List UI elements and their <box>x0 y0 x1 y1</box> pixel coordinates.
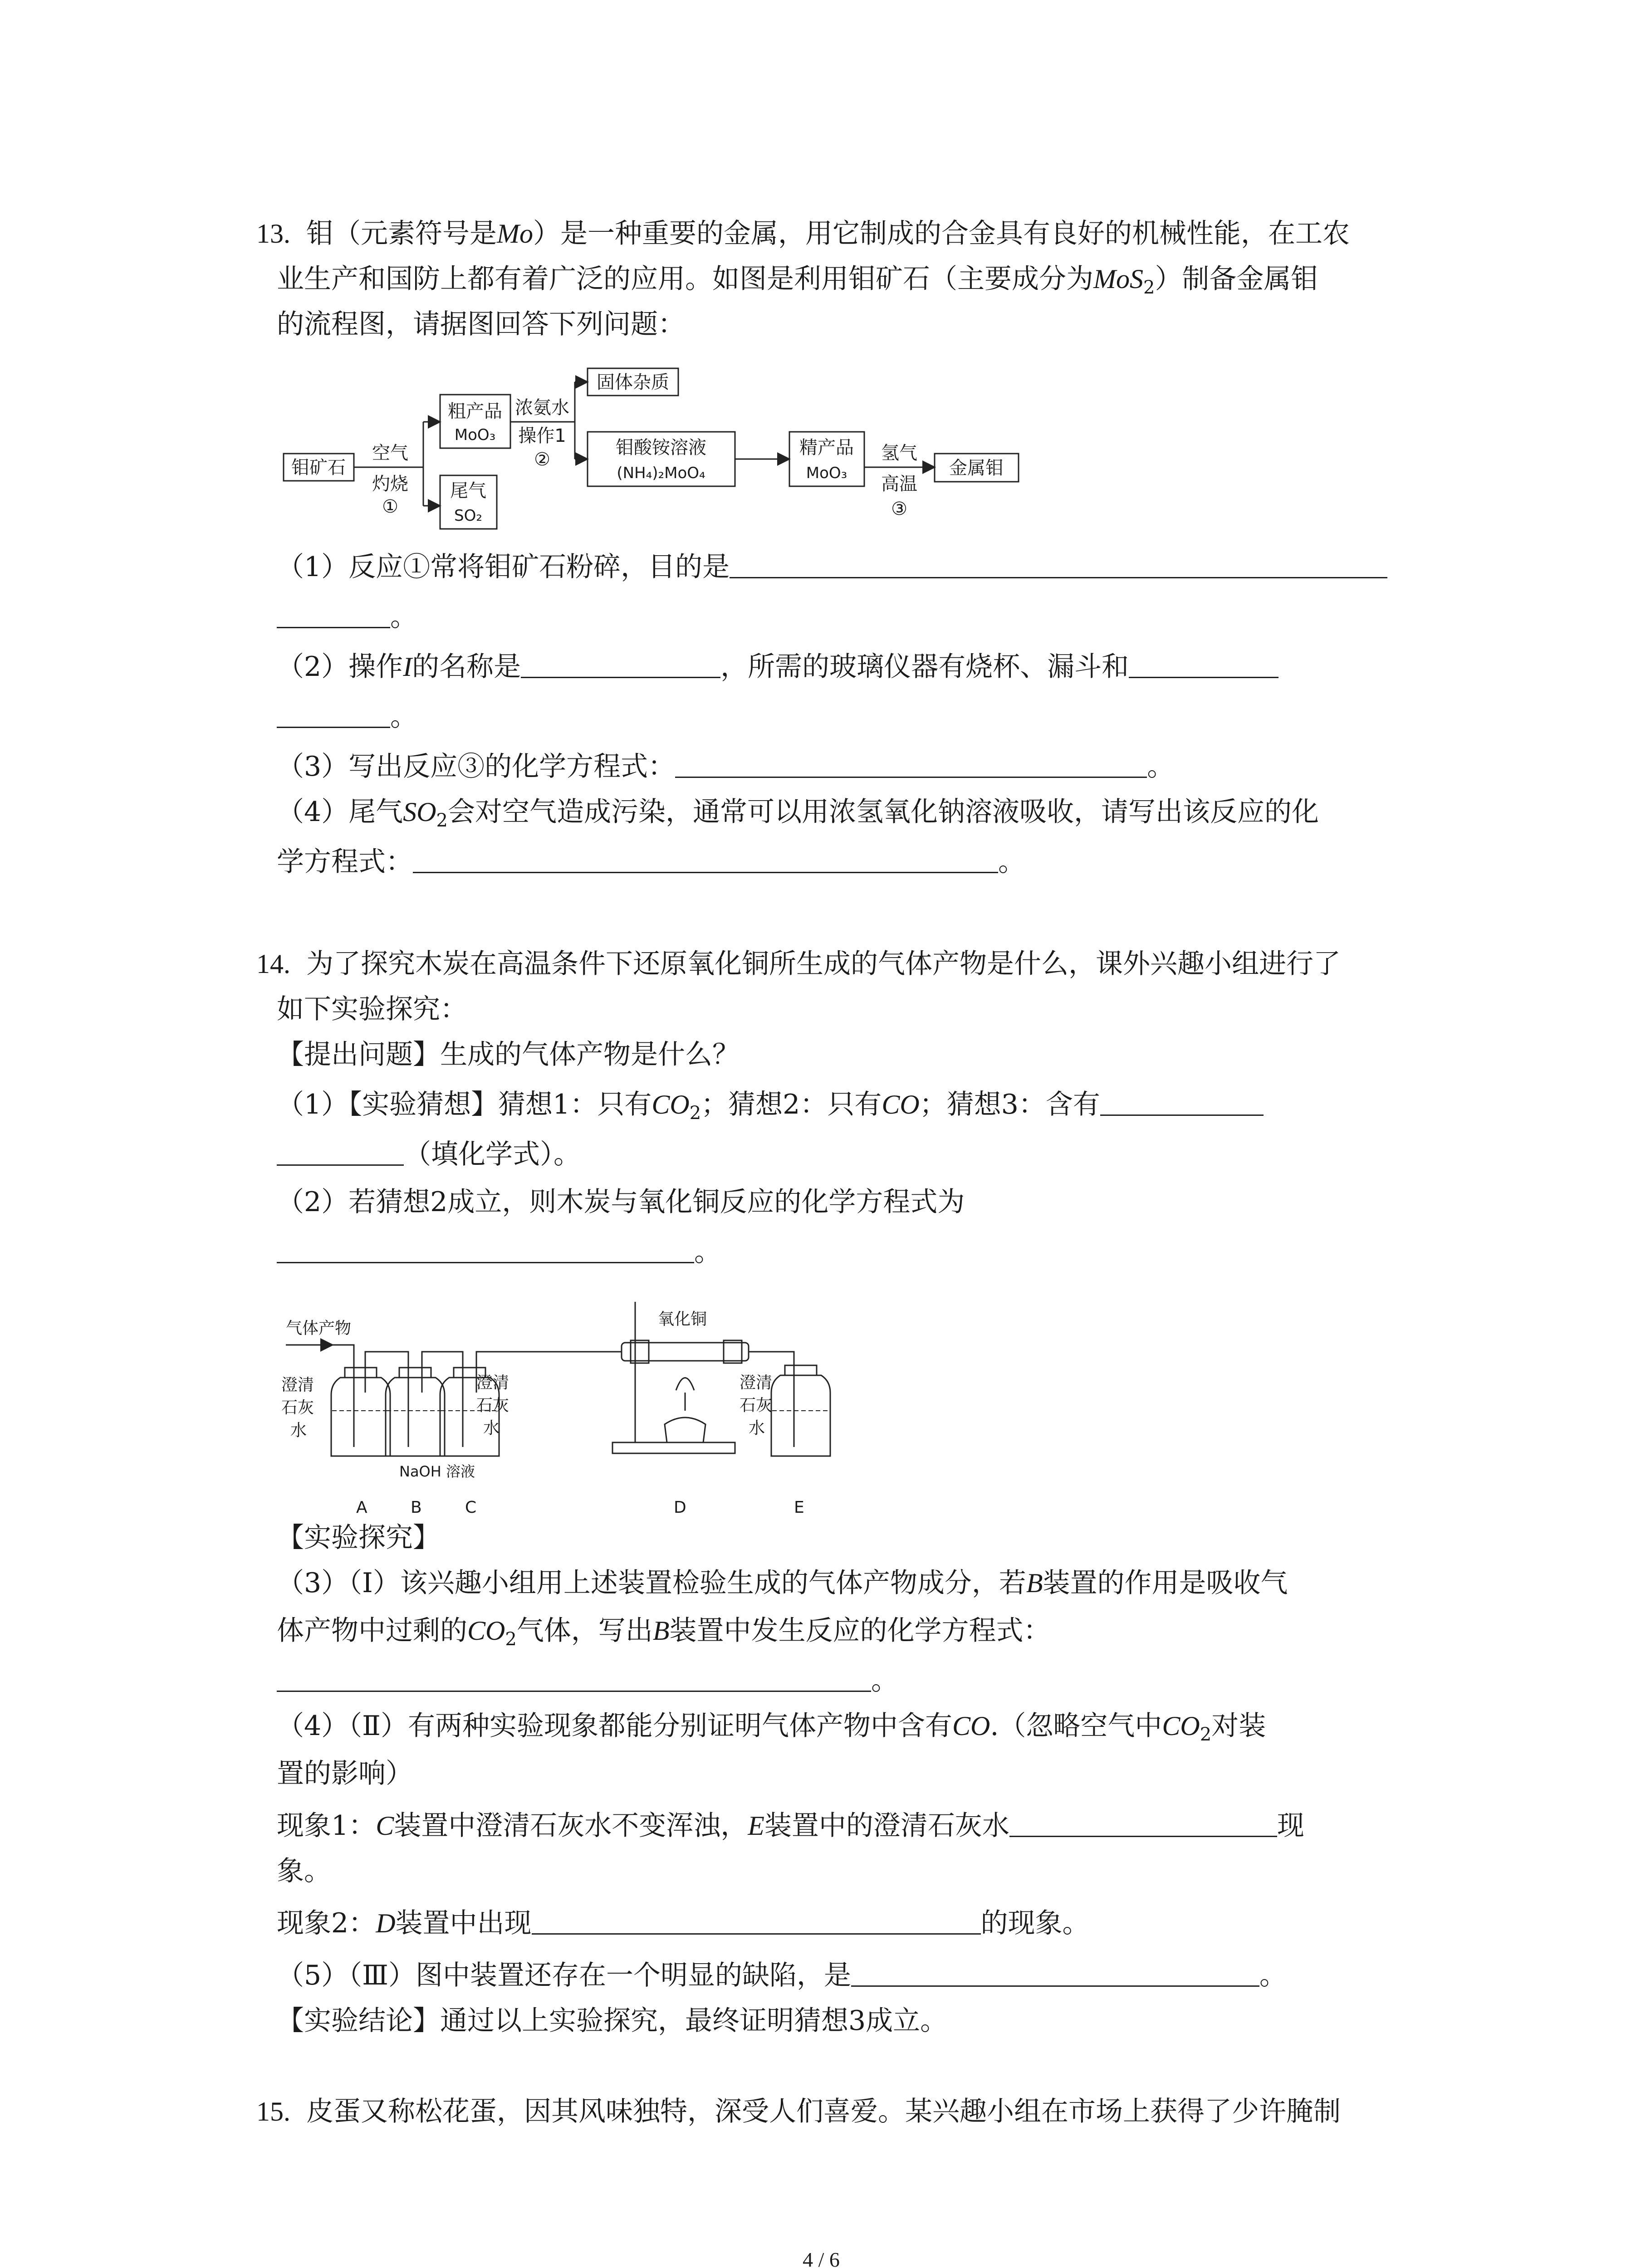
label-e: E <box>794 1498 804 1517</box>
q13-part-2: （2）操作I的名称是 ，所需的玻璃仪器有烧杯、漏斗和 <box>277 649 1279 685</box>
answer-blank[interactable] <box>277 1234 694 1263</box>
answer-blank[interactable] <box>277 599 390 628</box>
label-c: C <box>465 1498 477 1517</box>
q14-part-2-cont: 。 <box>277 1234 721 1270</box>
q13-line-3: 的流程图，请据图回答下列问题： <box>277 308 685 340</box>
answer-blank[interactable] <box>1129 649 1279 678</box>
step-2-label: ② <box>534 449 550 470</box>
roast-label: 灼烧 <box>372 474 408 494</box>
solution-formula: (NH₄)₂MoO₄ <box>617 464 705 482</box>
answer-blank[interactable] <box>851 1957 1259 1987</box>
q14-phenomenon-1-cont: 象。 <box>277 1855 331 1887</box>
answer-blank[interactable] <box>1009 1808 1277 1837</box>
q14-line-1: 为了探究木炭在高温条件下还原氧化铜所生成的气体产物是什么，课外兴趣小组进行了 <box>306 948 1341 980</box>
tail-title: 尾气 <box>450 480 486 501</box>
step-3-label: ③ <box>891 499 907 519</box>
q14-part-1-cont: （填化学式）。 <box>277 1136 581 1173</box>
limewater-c-2: 石灰 <box>476 1396 509 1415</box>
ammonia-label: 浓氨水 <box>515 397 569 418</box>
answer-blank[interactable] <box>413 844 998 873</box>
q13-part-1: （1）反应①常将钼矿石粉碎，目的是 <box>277 549 1387 585</box>
q14-question: 【提出问题】生成的气体产物是什么？ <box>277 1039 740 1070</box>
answer-blank[interactable] <box>277 699 390 728</box>
q14-part-5: （5）（Ⅲ）图中装置还存在一个明显的缺陷，是 。 <box>277 1957 1287 1994</box>
hydrogen-label: 氢气 <box>881 443 917 464</box>
q13-part-1-cont: 。 <box>277 599 417 635</box>
answer-blank[interactable] <box>277 1136 404 1166</box>
solution-title: 钼酸铵溶液 <box>616 437 706 458</box>
naoh-label: NaOH 溶液 <box>399 1463 475 1480</box>
molybdenum-flow-chart <box>279 358 1059 531</box>
apparatus-figure <box>277 1275 880 1520</box>
limewater-e-2: 石灰 <box>740 1396 773 1415</box>
impurity-label: 固体杂质 <box>597 372 669 393</box>
q14-part-2: （2）若猜想2成立，则木炭与氧化铜反应的化学方程式为 <box>277 1186 965 1218</box>
page-number: 4 / 6 <box>803 2248 840 2268</box>
label-a: A <box>356 1498 367 1517</box>
label-b: B <box>411 1498 422 1517</box>
answer-blank[interactable] <box>521 649 720 678</box>
q14-explore: 【实验探究】 <box>277 1522 440 1554</box>
answer-blank[interactable] <box>277 1662 871 1692</box>
q13-line-1: 钼（元素符号是Mo）是一种重要的金属，用它制成的合金具有良好的机械性能，在工农 <box>306 218 1350 249</box>
tail-formula: SO₂ <box>454 507 482 525</box>
fine-title: 精产品 <box>799 437 854 458</box>
q14-part-4: （4）（Ⅱ）有两种实验现象都能分别证明气体产物中含有CO.（忽略空气中$CO_2$对装 <box>277 1710 1266 1745</box>
crude-formula: MoO₃ <box>454 426 496 444</box>
cuo-label: 氧化铜 <box>658 1310 707 1329</box>
q13-part-4: （4）尾气$SO_2$会对空气造成污染，通常可以用浓氢氧化钠溶液吸收，请写出该反应的化 <box>277 796 1319 831</box>
q14-phenomenon-1: 现象1：C装置中澄清石灰水不变浑浊，E装置中的澄清石灰水 现 <box>277 1808 1304 1844</box>
q14-part-3-answer: 。 <box>277 1662 898 1699</box>
q15-line-1: 皮蛋又称松花蛋，因其风味独特，深受人们喜爱。某兴趣小组在市场上获得了少许腌制 <box>306 2096 1341 2127</box>
question-number-14: 14. <box>256 949 290 979</box>
limewater-a-1: 澄清 <box>281 1376 314 1394</box>
q13-line-2: 业生产和国防上都有着广泛的应用。如图是利用钼矿石（主要成分为MoS$_2$）制备金属钼 <box>277 263 1318 298</box>
answer-blank[interactable] <box>532 1905 981 1935</box>
answer-blank[interactable] <box>730 549 1387 578</box>
question-number-15: 15. <box>256 2097 290 2126</box>
q14-line-2: 如下实验探究： <box>277 993 467 1025</box>
air-label: 空气 <box>372 443 408 464</box>
q13-part-4-cont: 学方程式： 。 <box>277 844 1025 880</box>
limewater-a-3: 水 <box>290 1421 307 1440</box>
crude-title: 粗产品 <box>448 401 502 422</box>
question-number-13: 13. <box>256 219 290 249</box>
answer-blank[interactable] <box>1100 1086 1264 1116</box>
high-temp-label: 高温 <box>881 474 917 494</box>
q14-part-4-cont: 置的影响） <box>277 1758 413 1789</box>
q14-phenomenon-2: 现象2：D装置中出现 的现象。 <box>277 1905 1090 1941</box>
metal-label: 金属钼 <box>949 458 1004 479</box>
answer-blank[interactable] <box>675 748 1147 778</box>
q14-part-3-cont: 体产物中过剩的$CO_2$气体，写出B装置中发生反应的化学方程式： <box>277 1615 1051 1650</box>
q14-conclusion: 【实验结论】通过以上实验探究，最终证明猜想3成立。 <box>277 2005 948 2037</box>
limewater-e-3: 水 <box>749 1419 765 1437</box>
q13-part-3: （3）写出反应③的化学方程式： 。 <box>277 748 1174 785</box>
q14-part-1: （1）【实验猜想】猜想1：只有$CO_2$；猜想2：只有CO；猜想3：含有 <box>277 1086 1264 1123</box>
limewater-c-3: 水 <box>483 1419 500 1437</box>
step-1-label: ① <box>382 496 398 517</box>
ore-label: 钼矿石 <box>291 457 346 478</box>
limewater-c-1: 澄清 <box>476 1374 509 1392</box>
operation-label: 操作1 <box>518 425 566 446</box>
limewater-a-2: 石灰 <box>281 1398 314 1417</box>
q14-part-3: （3）（Ⅰ）该兴趣小组用上述装置检验生成的气体产物成分，若B装置的作用是吸收气 <box>277 1567 1288 1599</box>
limewater-e-1: 澄清 <box>740 1374 773 1392</box>
label-d: D <box>674 1498 686 1517</box>
gas-product-label: 气体产物 <box>286 1319 352 1338</box>
q13-part-2-cont: 。 <box>277 699 417 735</box>
fine-formula: MoO₃ <box>806 464 847 482</box>
